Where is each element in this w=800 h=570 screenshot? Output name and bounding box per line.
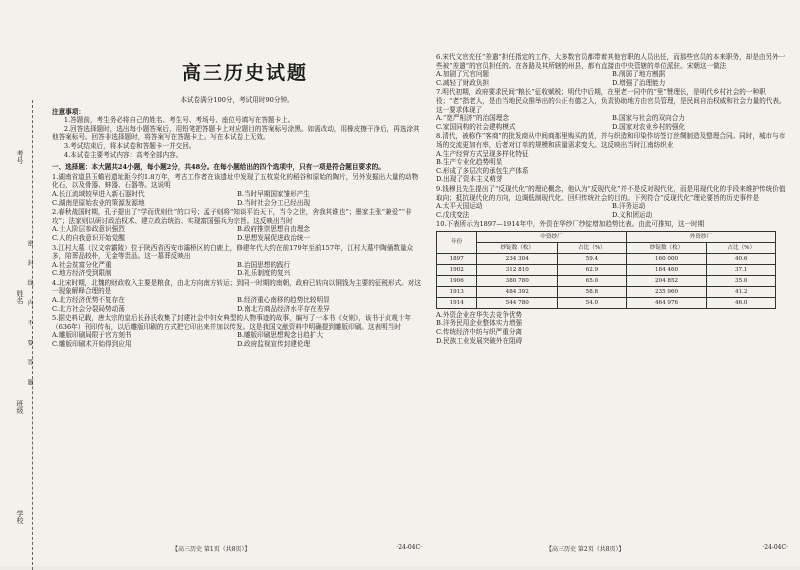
table-cell: 59.4 [558,253,627,264]
option: C.传统经济中纺与织严重分离 [436,328,523,337]
table-row [437,253,776,264]
option: A.社会贫富分化严重 [52,260,112,269]
table-cell: 35.0 [707,275,776,286]
question-6 [436,53,788,87]
table-header-group: 中资纱厂 [477,231,626,242]
paper-code: ·24-04C· [762,544,788,551]
seal-text: 密 封 线 内 不 要 答 题 [26,240,33,392]
question-stem: 9.钱穆且先生提出了“反现代化”的理论概念，他认为“反现代化”并不是反对现代化，而是用现代化的手段来维护传统价值取向；抵抗现代化的方向，边调低制现代化、回归传统社会的目的。下列符合“反现代化”理论要旨的历史事件是 [436,184,786,202]
question-2 [52,208,422,242]
table-cell: 40.6 [707,253,776,264]
option: A.雕版印刷局限于官方刻书 [52,331,132,340]
option: A.生产经营方式呈现多样化特征 [436,149,529,158]
table-cell: 464 976 [626,297,707,308]
table-cell: 62.9 [558,264,627,275]
table-cell: 204 852 [626,275,707,286]
question-stem: 6.宋代文官充任“差遣”担任指定的工作，大多数官员都带着其他官职的人员出任，而那些官员的本来职务，却是由另外一些被“差遣”的官员担任的。在各路及其所辖的州县，都有直接由中央管辖的单位派驻。宋朝这一做法 [436,53,786,70]
option: B.雕版印刷思想观念日趋扩大 [237,331,324,340]
question-9 [436,185,788,219]
question-8 [436,132,788,184]
table-header-year: 年份 [437,231,477,253]
table-cell: 1897 [437,253,477,264]
note-item: 3.考试结束后，将本试卷和答题卡一并交回。 [63,141,196,150]
margin-label-school: 学校 [16,510,24,524]
footer-left [52,544,422,553]
left-column [52,96,422,349]
question-stem: 3.江村大墓（汉文帝霸陵）位于陕西省西安市灞桥区的白鹿上，修建年代大约在前179年至前157年，江村大墓中陶俑数量众多，陪葬品较朴，无金等贵品。这一墓葬反映出 [52,243,414,261]
option: C.湖南是原始农业的策源发源地 [52,198,145,207]
option: A.北方经济优势不复存在 [52,296,125,305]
table-cell: 234 304 [477,253,558,264]
option: C.减轻了财政负担 [436,78,490,87]
table-subheader: 占比（%） [558,242,627,253]
option: D.当时社会分工已经出现 [237,198,311,207]
spindle-table [436,231,776,309]
paper-code: ·24-04C· [396,544,422,551]
table-cell: 58.8 [558,286,627,297]
table-cell: 65.0 [558,275,627,286]
option: A.加剧了冗官问题 [436,70,490,79]
table-subheader: 纱锭数（枚） [477,242,558,253]
option: B.生产专业化趋势明显 [436,158,503,167]
question-stem: 4.北宋时期，北魏的财政收入主要是粮食，由北方向南方转运；到同一时期的南朝，政府已转向以铜钱为主要的征税形式。对这一现象解释合理的是 [52,278,421,296]
note-item: 4.本试卷主要考试内容：高考全部内容。 [63,150,183,159]
question-7 [436,88,788,131]
table-cell: 46.0 [707,297,776,308]
table-cell: 37.1 [707,264,776,275]
table-subheader: 纱锭数（枚） [626,242,707,253]
question-3 [52,244,422,278]
table-cell: 312 810 [477,264,558,275]
option: A.长江流域较早进入新石器时代 [52,189,145,198]
option: D.南北方商品经济水平存在差异 [237,304,330,313]
margin-label-name: 姓名 [16,290,24,304]
table-cell: 1913 [437,286,477,297]
option: B.经济重心南移的趋势比较明显 [237,296,330,305]
section-heading: 一、选择题：本大题共24小题，每小题2分，共48分。在每小题给出的四个选项中，只有一项是符合题目要求的。 [52,163,385,172]
option: A.外资企业在华失去竞争优势 [436,310,522,319]
table-cell: 1914 [437,297,477,308]
binding-margin [10,40,40,560]
table-row [437,264,776,275]
note-item: 2.回答选择题时，选出每小题答案后，用铅笔把答题卡上对应题目的答案标号涂黑。如需改动，用橡皮擦干净后，再选涂其他答案标号。回答非选择题时，将答案写在答题卡上。写在本试卷上无效。 [52,124,420,142]
table-row [437,286,776,297]
option: C.人的自我意识开始觉醒 [52,233,125,242]
notes-heading: 注意事项： [52,107,85,116]
table-subheader: 占比（%） [707,242,776,253]
note-item: 1.答题前，考生务必将自己的姓名、考生号、考场号、座位号填写在答题卡上。 [63,116,295,125]
exam-title: 高三历史试题 [182,62,309,84]
table-cell: 1906 [437,275,477,286]
option: D.出现了资本主义萌芽 [436,175,503,184]
question-stem: 2.春秋战国时期，孔子提出了“学而优则仕”的口号；孟子则将“知谈平治天下，当今之世，舍我其谁也”；墨家主张“兼爱”“非攻”；法家则以研讨政治权术、建立政治统治、实现富国强兵为宗旨。这反映出当时 [52,208,412,225]
option: D.礼乐制度的复兴 [237,269,291,278]
option: A.“宽严相济”的治国理念 [436,114,509,123]
table-cell: 544 780 [477,297,558,308]
question-10 [436,220,788,345]
question-stem: 10.下表所示为1897—1914年中，外资在华纱厂纱锭增加趋势比表。由此可推知，这一时期 [436,220,705,229]
option: C.形成了多层次的承包生产体系 [436,166,529,175]
option: B.政府推崇思想自由理念 [237,225,310,234]
option: C.雕版印刷术开始得到应用 [52,340,132,349]
table-cell: 41.2 [707,286,776,297]
question-stem: 8.清代，被称作“客商”的批发商从中间商那里购买的货，并与织造和印染作坊签订丝绸制造及整理合同。同时，城市与市场的交流更加有率，后者对订单的规模和质量需求变大。这反映出当时江南纺织业 [436,132,786,149]
question-5 [52,314,422,348]
option: C.家国同构的社会建构模式 [436,122,516,131]
table-cell: 1902 [437,264,477,275]
option: A.太平天国运动 [436,202,483,211]
page-label: 【高三历史 第2页（共8页）】 [546,546,625,553]
table-cell: 235 960 [626,286,707,297]
table-row [437,275,776,286]
margin-label-exam-number: 考号 [16,150,24,164]
option: B.洋务民用企业整体实力增强 [436,319,523,328]
table-cell: 380 780 [477,275,558,286]
question-1 [52,173,422,207]
right-column [436,52,788,345]
table-row [437,297,776,308]
table-header-group: 外资纱厂 [626,231,775,242]
option: D.义和团运动 [612,210,653,219]
option: D.增强了治理能力 [612,78,666,87]
option: C.戊戌变法 [436,210,470,219]
option: C.北方社会分裂局势动荡 [52,304,125,313]
exam-info: 本试卷满分100分，考试用时90分钟。 [180,96,294,104]
table-cell: 160 000 [626,253,707,264]
option: B.当时早期国家雏形产生 [237,189,310,198]
option: B.削弱了地方割据 [612,70,666,79]
option: D.政府监视宣传封建伦理 [237,340,311,349]
question-stem: 7.明代初期，政府要求民间“粮长”征收赋税；明代中后期，在里老一同中的“里”赞理长，是明代乡村社会的一种职役；“老”指老人，是由当地民众推举出的公正有德之人，负责协助地方由官员管理，是民间自治权威和社会力量的代表。这一要求体现了 [436,88,786,114]
option: C.地方经济受到限制 [52,269,112,278]
option: D.思想发展促进政治统一 [237,233,311,242]
question-4 [52,279,422,313]
table-cell: 54.0 [558,297,627,308]
option: D.民族工业发展突破外在阻碍 [436,336,523,345]
margin-label-class: 班级 [16,400,24,414]
question-stem: 5.据史料记载，唐太宗的皇后长孙氏收集了封建社会中妇女典型的人物事迹的故事，编写了一本书《女则》，该书于贞观十年（636年）刊印传布，以后雕版印刷的方式把它印出来并加以传发。这是我国文献资料中明确提到雕版印刷。这表明当时 [52,314,412,331]
table-cell: 484 392 [477,286,558,297]
question-stem: 1.湖南省道县玉蟾岩遗址距今约1.8万年，考古工作者在该遗址中发现了五枚炭化的稻谷和原始的陶片，另外发掘出大量的动物化石，以及骨器、蚌器、石器等。这说明 [52,172,419,190]
option: B.洋务运动 [612,202,646,211]
option: A.士人阶层参政意识强烈 [52,225,125,234]
footer-right [436,544,788,553]
option: D.国家对农业乡村的强化 [612,122,686,131]
option: B.治国思想的践行 [237,260,291,269]
table-cell: 184 460 [626,264,707,275]
option: B.国家与社会的双向合力 [612,114,685,123]
page-label: 【高三历史 第1页（共8页）】 [172,546,251,553]
